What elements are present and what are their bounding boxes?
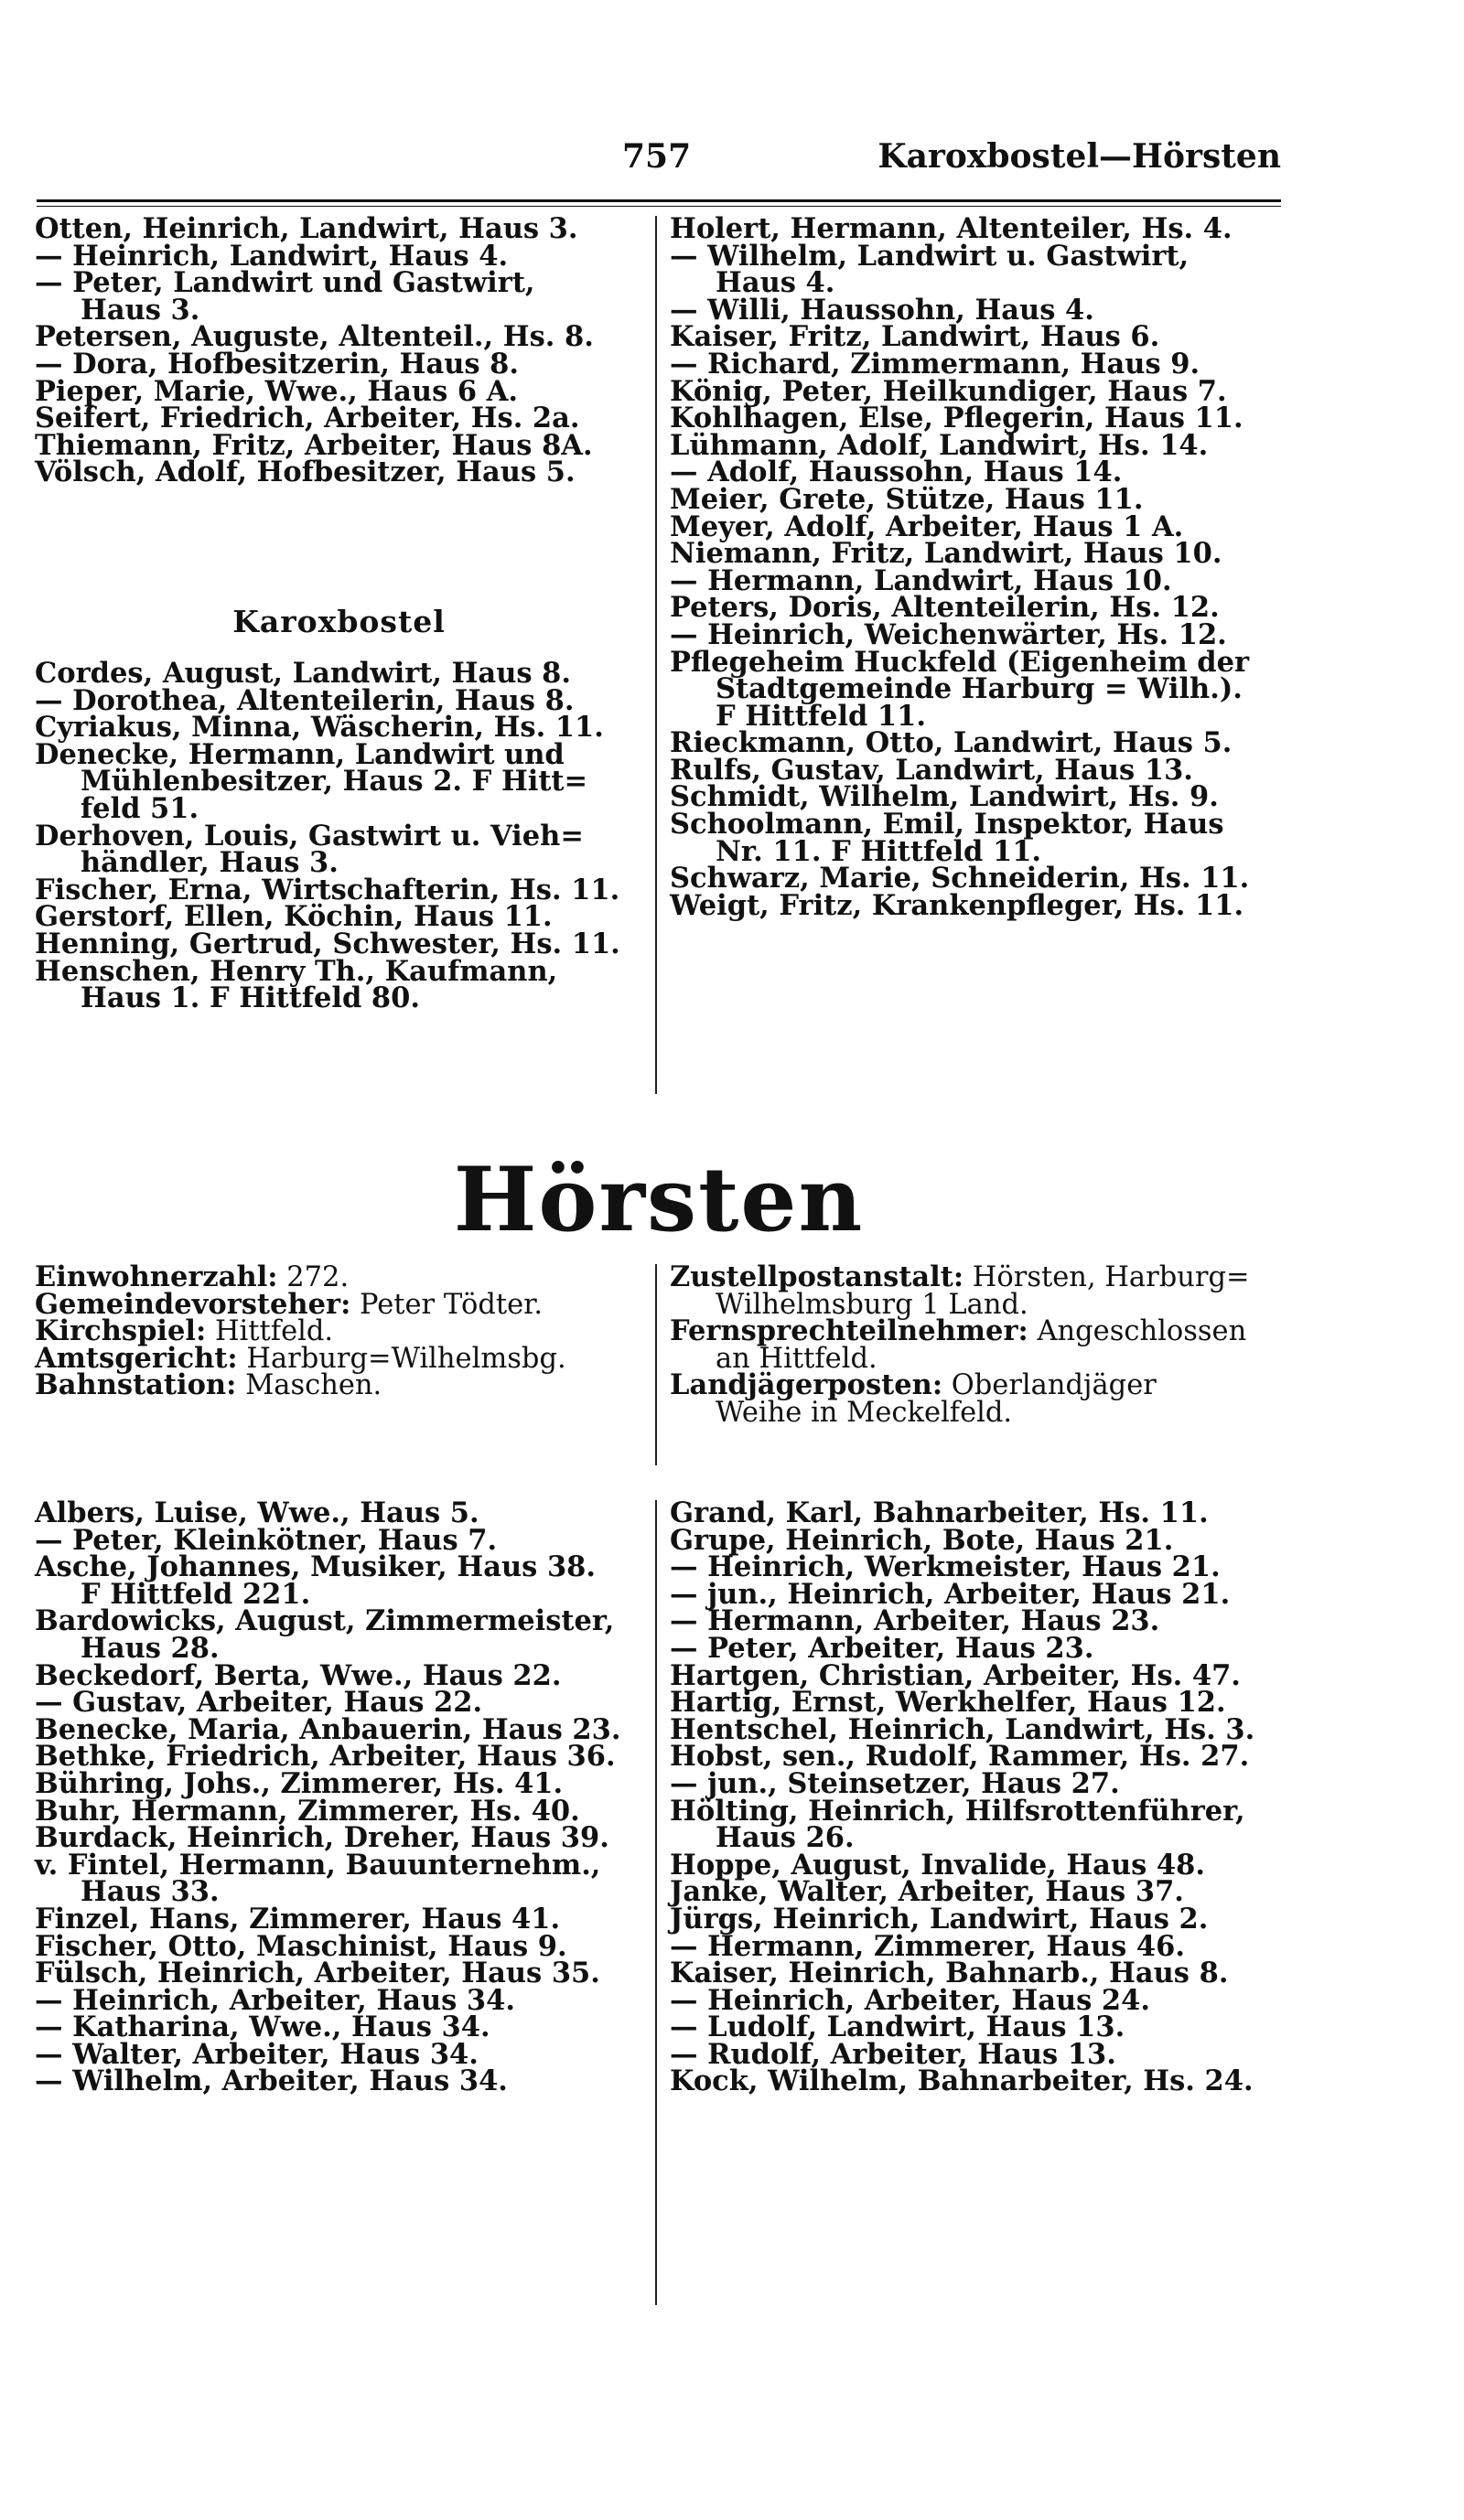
directory-entry (670, 888, 1283, 922)
entry-continuation: Haus 1. F Hittfeld 80. (81, 981, 420, 1015)
directory-entry (35, 456, 643, 489)
entries-divider (655, 1500, 657, 2305)
entry-line: Albers, Luise, Wwe., Haus 5. (35, 1496, 479, 1529)
entry-line: Kohlhagen, Else, Pflegerin, Haus 11. (670, 402, 1243, 435)
directory-entry (35, 266, 643, 327)
entry-line: Pieper, Marie, Wwe., Haus 6 A. (35, 374, 519, 408)
info-line (670, 1314, 1283, 1348)
entry-continuation: Stadtgemeinde Harburg = Wilh.). (716, 672, 1243, 706)
info-line (670, 1368, 1283, 1402)
running-title: Karoxbostel—Hörsten (877, 137, 1281, 176)
info-value: Hörsten, Harburg= (963, 1261, 1250, 1293)
entry-continuation: Haus 3. (81, 293, 200, 327)
entry-line: Kaiser, Fritz, Landwirt, Haus 6. (670, 320, 1160, 354)
entry-line: Fischer, Erna, Wirtschafterin, Hs. 11. (35, 873, 620, 906)
entry-line: Kock, Wilhelm, Bahnarbeiter, Hs. 24. (670, 2064, 1254, 2098)
info-value: Angeschlossen (1028, 1315, 1247, 1348)
info-value: Harburg=Wilhelmsbg. (237, 1342, 566, 1375)
entry-line: — jun., Steinsetzer, Haus 27. (670, 1766, 1120, 1800)
info-entry (35, 1368, 643, 1402)
column-divider (655, 216, 657, 1094)
entry-line: Grupe, Heinrich, Bote, Haus 21. (670, 1523, 1174, 1557)
entry-line: Hölting, Heinrich, Hilfsrottenführer, (670, 1794, 1245, 1828)
info-value: 272. (277, 1261, 350, 1293)
hoersten-info-left (35, 1260, 643, 1402)
entry-line: — Adolf, Haussohn, Haus 14. (670, 456, 1123, 489)
entry-line: — Walter, Arbeiter, Haus 34. (35, 2037, 479, 2071)
info-value: Oberlandjäger (942, 1369, 1157, 1402)
entry-line: Thiemann, Fritz, Arbeiter, Haus 8A. (35, 428, 593, 462)
entry-line: Schmidt, Wilhelm, Landwirt, Hs. 9. (670, 780, 1219, 814)
info-continuation: Weihe in Meckelfeld. (716, 1396, 1013, 1429)
entry-line: — Hermann, Arbeiter, Haus 23. (670, 1604, 1160, 1638)
entry-continuation: F Hittfeld 221. (81, 1577, 311, 1611)
entry-line: Bardowicks, August, Zimmermeister, (35, 1604, 615, 1638)
header-rule (37, 199, 1281, 207)
entry-line: Henschen, Henry Th., Kaufmann, (35, 954, 558, 988)
entry-line: — Wilhelm, Landwirt u. Gastwirt, (670, 239, 1190, 273)
entry-line: Finzel, Hans, Zimmerer, Haus 41. (35, 1902, 561, 1936)
entry-line: Grand, Karl, Bahnarbeiter, Hs. 11. (670, 1496, 1209, 1529)
entry-line: Hentschel, Heinrich, Landwirt, Hs. 3. (670, 1712, 1255, 1746)
entry-line: Seifert, Friedrich, Arbeiter, Hs. 2a. (35, 402, 580, 435)
info-key: Gemeindevorsteher: (35, 1287, 351, 1321)
entry-line: Burdack, Heinrich, Dreher, Haus 39. (35, 1821, 609, 1855)
info-key: Einwohnerzahl: (35, 1260, 278, 1293)
hoersten-info-right (670, 1260, 1283, 1429)
hoersten-heading: Hörsten (453, 1148, 865, 1251)
entry-line: Kaiser, Heinrich, Bahnarb., Haus 8. (670, 1957, 1229, 1990)
entry-line: Bethke, Friedrich, Arbeiter, Haus 36. (35, 1740, 616, 1774)
directory-entry (670, 645, 1283, 733)
directory-entry (35, 1848, 643, 1909)
entry-line: Peters, Doris, Altenteilerin, Hs. 12. (670, 591, 1220, 625)
entry-line: — Rudolf, Arbeiter, Haus 13. (670, 2037, 1116, 2071)
info-key: Kirchspiel: (35, 1314, 207, 1348)
entry-line: Schoolmann, Emil, Inspektor, Haus (670, 808, 1224, 842)
entry-line: Fülsch, Heinrich, Arbeiter, Haus 35. (35, 1957, 600, 1990)
info-line (35, 1368, 643, 1402)
info-value: Hittfeld. (206, 1315, 334, 1348)
entry-line: Rulfs, Gustav, Landwirt, Haus 13. (670, 753, 1193, 787)
entry-line: Cordes, August, Landwirt, Haus 8. (35, 657, 571, 690)
directory-entry (35, 1550, 643, 1611)
entry-line: v. Fintel, Hermann, Bauunternehm., (35, 1848, 601, 1882)
entry-line: Völsch, Adolf, Hofbesitzer, Haus 5. (35, 456, 576, 489)
info-continuation: an Hittfeld. (716, 1342, 877, 1375)
entry-line: Lühmann, Adolf, Landwirt, Hs. 14. (670, 428, 1209, 462)
entry-line: Rieckmann, Otto, Landwirt, Haus 5. (670, 726, 1233, 760)
directory-entry (670, 239, 1283, 300)
info-divider (655, 1264, 657, 1465)
directory-entry (35, 1604, 643, 1665)
entry-line: Hartig, Ernst, Werkhelfer, Haus 12. (670, 1686, 1226, 1720)
entry-line: Weigt, Fritz, Krankenpfleger, Hs. 11. (670, 888, 1244, 922)
hoersten-left-column (35, 1496, 643, 2098)
karoxbostel-left-column (35, 657, 643, 1015)
entry-continuation: feld 51. (81, 791, 199, 825)
entry-line: Holert, Hermann, Altenteiler, Hs. 4. (670, 212, 1233, 245)
entry-line: Derhoven, Louis, Gastwirt u. Vieh= (35, 819, 584, 853)
entry-line: — Katharina, Wwe., Haus 34. (35, 2011, 490, 2044)
page-number: 757 (622, 137, 692, 176)
entry-line: Meyer, Adolf, Arbeiter, Haus 1 A. (670, 509, 1184, 543)
info-entry (670, 1260, 1283, 1321)
entry-line: Janke, Walter, Arbeiter, Haus 37. (670, 1875, 1184, 1909)
directory-entry (35, 954, 643, 1015)
directory-entry (35, 2064, 643, 2098)
directory-entry (35, 737, 643, 825)
entry-line: — Willi, Haussohn, Haus 4. (670, 293, 1094, 327)
entry-line: — jun., Heinrich, Arbeiter, Haus 21. (670, 1577, 1231, 1611)
entry-line: — Heinrich, Landwirt, Haus 4. (35, 239, 509, 273)
entry-line: Hobst, sen., Rudolf, Rammer, Hs. 27. (670, 1740, 1250, 1774)
entry-line: Fischer, Otto, Maschinist, Haus 9. (35, 1929, 567, 1963)
entry-continuation: F Hittfeld 11. (716, 699, 926, 733)
entry-line: Otten, Heinrich, Landwirt, Haus 3. (35, 212, 578, 245)
info-continuation: Wilhelmsburg 1 Land. (716, 1288, 1028, 1321)
entry-line: Cyriakus, Minna, Wäscherin, Hs. 11. (35, 711, 604, 745)
entry-line: — Peter, Landwirt und Gastwirt, (35, 266, 535, 300)
entry-line: Denecke, Hermann, Landwirt und (35, 737, 565, 771)
entry-line: Benecke, Maria, Anbauerin, Haus 23. (35, 1712, 621, 1746)
entry-line: Bühring, Johs., Zimmerer, Hs. 41. (35, 1766, 564, 1800)
entry-line: — Dorothea, Altenteilerin, Haus 8. (35, 683, 575, 717)
directory-entry (670, 1794, 1283, 1855)
entry-line: Gerstorf, Ellen, Köchin, Haus 11. (35, 900, 553, 934)
entry-line: Schwarz, Marie, Schneiderin, Hs. 11. (670, 862, 1250, 895)
section1-right-column (670, 212, 1283, 922)
entry-line: Niemann, Fritz, Landwirt, Haus 10. (670, 537, 1222, 571)
entry-line: Meier, Grete, Stütze, Haus 11. (670, 482, 1144, 516)
entry-line: Hartgen, Christian, Arbeiter, Hs. 47. (670, 1658, 1241, 1692)
info-entry (670, 1314, 1283, 1375)
hoersten-right-column (670, 1496, 1283, 2098)
entry-line: — Peter, Kleinkötner, Haus 7. (35, 1523, 498, 1557)
directory-entry (35, 819, 643, 880)
entry-continuation: händler, Haus 3. (81, 846, 339, 880)
entry-line: — Gustav, Arbeiter, Haus 22. (35, 1686, 483, 1720)
directory-entry (670, 2064, 1283, 2098)
entry-line: — Wilhelm, Arbeiter, Haus 34. (35, 2064, 508, 2098)
entry-line: — Peter, Arbeiter, Haus 23. (670, 1631, 1094, 1665)
entry-line: — Dora, Hofbesitzerin, Haus 8. (35, 347, 520, 381)
info-key: Fernsprechteilnehmer: (670, 1314, 1028, 1348)
info-key: Landjägerposten: (670, 1368, 943, 1402)
info-value: Peter Tödter. (350, 1288, 544, 1321)
info-entry (670, 1368, 1283, 1429)
entry-continuation: Haus 4. (716, 266, 835, 300)
info-line (670, 1260, 1283, 1293)
entry-line: Buhr, Hermann, Zimmerer, Hs. 40. (35, 1794, 580, 1828)
entry-line: — Ludolf, Landwirt, Haus 13. (670, 2011, 1125, 2044)
entry-line: — Richard, Zimmermann, Haus 9. (670, 347, 1200, 381)
entry-continuation: Mühlenbesitzer, Haus 2. F Hitt= (81, 765, 588, 799)
entry-line: Petersen, Auguste, Altenteil., Hs. 8. (35, 320, 594, 354)
entry-line: Beckedorf, Berta, Wwe., Haus 22. (35, 1658, 562, 1692)
entry-line: — Heinrich, Weichenwärter, Hs. 12. (670, 617, 1227, 651)
entry-line: — Heinrich, Arbeiter, Haus 34. (35, 1983, 515, 2017)
entry-continuation: Haus 28. (81, 1631, 220, 1665)
section1-left-column (35, 212, 643, 489)
info-value: Maschen. (236, 1369, 382, 1402)
entry-line: König, Peter, Heilkundiger, Haus 7. (670, 374, 1227, 408)
entry-line: — Heinrich, Werkmeister, Haus 21. (670, 1550, 1221, 1584)
page-header (37, 137, 1281, 192)
entry-line: Hoppe, August, Invalide, Haus 48. (670, 1848, 1205, 1882)
entry-line: — Hermann, Zimmerer, Haus 46. (670, 1929, 1185, 1963)
karoxbostel-heading: Karoxbostel (232, 604, 446, 639)
entry-continuation: Haus 26. (716, 1821, 855, 1855)
info-key: Amtsgericht: (35, 1341, 238, 1375)
entry-line: Asche, Johannes, Musiker, Haus 38. (35, 1550, 597, 1584)
directory-entry (670, 808, 1283, 868)
entry-line: — Hermann, Landwirt, Haus 10. (670, 563, 1172, 597)
info-key: Bahnstation: (35, 1368, 237, 1402)
entry-line: Jürgs, Heinrich, Landwirt, Haus 2. (670, 1902, 1209, 1936)
entry-continuation: Haus 33. (81, 1875, 220, 1909)
entry-continuation: Nr. 11. F Hittfeld 11. (716, 834, 1042, 868)
info-key: Zustellpostanstalt: (670, 1260, 964, 1293)
entry-line: Pflegeheim Huckfeld (Eigenheim der (670, 645, 1250, 679)
entry-line: — Heinrich, Arbeiter, Haus 24. (670, 1983, 1150, 2017)
entry-line: Henning, Gertrud, Schwester, Hs. 11. (35, 927, 620, 960)
